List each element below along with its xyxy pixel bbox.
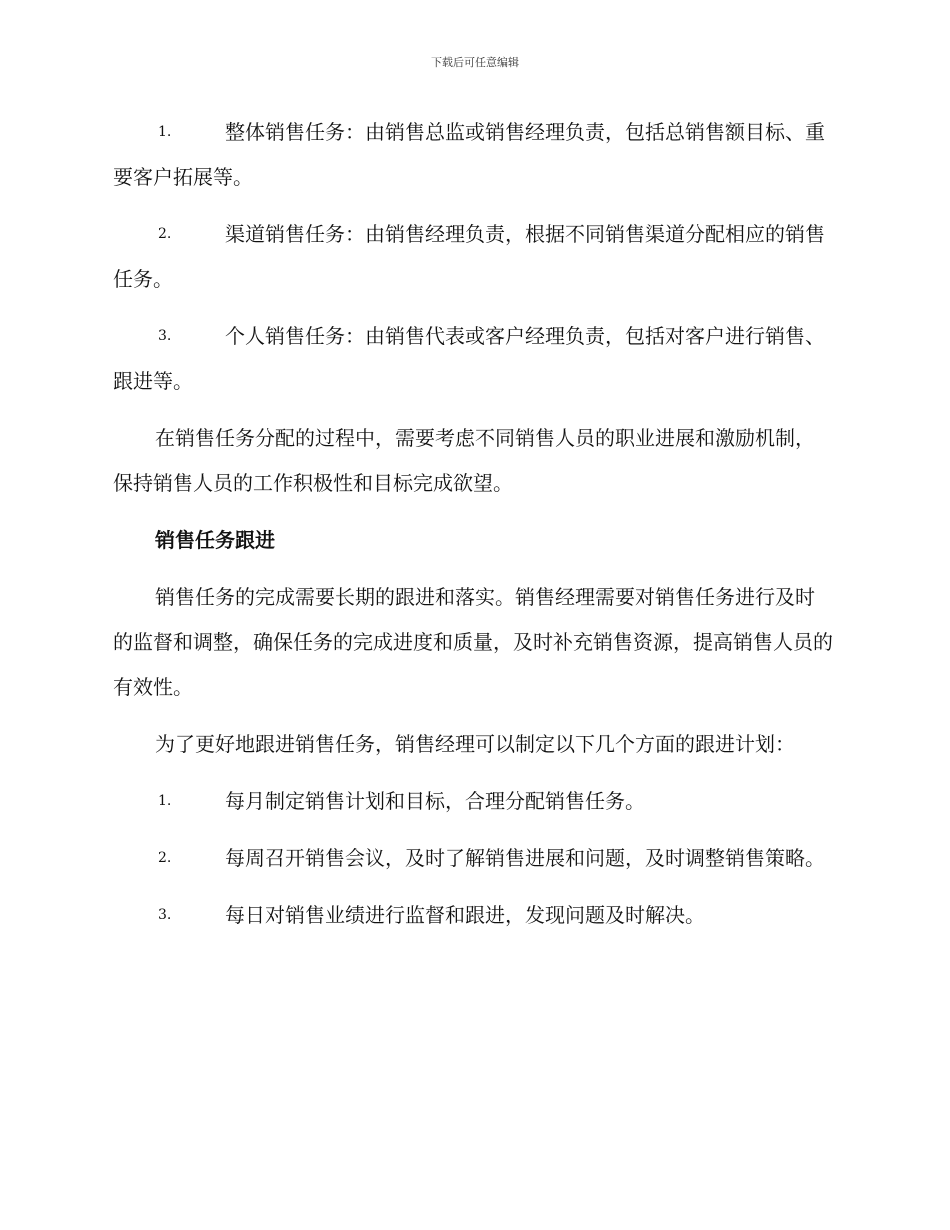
list-item-text: 渠道销售任务：由销售经理负责，根据不同销售渠道分配相应的销售任务。 [113,222,825,291]
list-number: 2. [158,850,172,866]
list-number: 1. [158,793,172,809]
document-body [113,110,833,950]
list-item-text: 每月制定销售计划和目标，合理分配销售任务。 [225,789,645,813]
list-item-text: 个人销售任务：由销售代表或客户经理负责，包括对客户进行销售、跟进等。 [113,324,825,393]
header-note: 下载后可任意编辑 [431,56,519,69]
list-item [113,314,833,404]
closing-paragraph: 在销售任务分配的过程中，需要考虑不同销售人员的职业进展和激励机制，保持销售人员的工作积极性和目标完成欲望。 [113,426,815,495]
body-paragraph: 销售任务的完成需要长期的跟进和落实。销售经理需要对销售任务进行及时的监督和调整，确保任务的完成进度和质量，及时补充销售资源，提高销售人员的有效性。 [113,585,833,699]
list-number: 1. [158,124,172,140]
body-paragraph: 为了更好地跟进销售任务，销售经理可以制定以下几个方面的跟进计划： [155,732,795,756]
list-item [113,779,833,824]
list-item-text: 每周召开销售会议，及时了解销售进展和问题，及时调整销售策略。 [225,846,825,870]
list-number: 2. [158,226,172,242]
list-item [113,893,833,938]
section-heading: 销售任务跟进 [155,528,275,552]
list-number: 3. [158,907,172,923]
list-item [113,212,833,302]
list-item-text: 整体销售任务：由销售总监或销售经理负责，包括总销售额目标、重要客户拓展等。 [113,120,825,189]
list-item [113,110,833,200]
list-number: 3. [158,328,172,344]
list-item-text: 每日对销售业绩进行监督和跟进，发现问题及时解决。 [225,903,705,927]
list-item [113,836,833,881]
